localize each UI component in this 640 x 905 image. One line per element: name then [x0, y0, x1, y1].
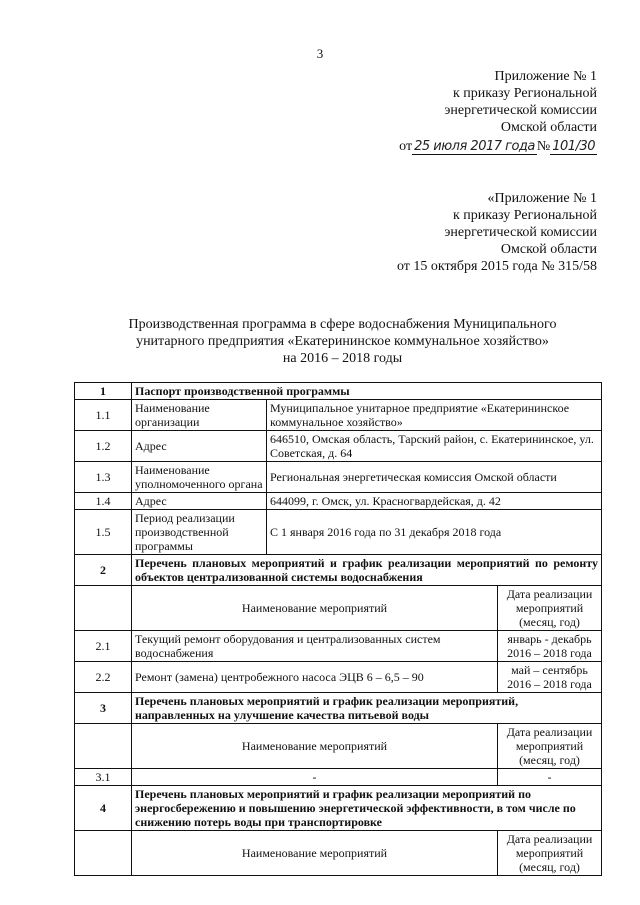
table-row — [75, 431, 602, 462]
table-row — [75, 631, 602, 662]
appendix-line: к приказу Региональной — [452, 86, 597, 101]
row-number: 1.1 — [75, 400, 132, 431]
title-line: унитарного предприятия «Екатерининское коммунальное хозяйство» — [136, 334, 549, 349]
row-label: Наименование организации — [132, 400, 267, 431]
table-row — [75, 510, 602, 555]
row-number: 1.5 — [75, 510, 132, 555]
row-number: 1.2 — [75, 431, 132, 462]
table-row — [75, 662, 602, 693]
table-row — [75, 400, 602, 431]
event-name: Текущий ремонт оборудования и централизованных систем водоснабжения — [132, 631, 498, 662]
document-title — [0, 316, 640, 367]
event-name: - — [132, 769, 498, 786]
appendix-block-old — [397, 190, 597, 275]
table-row — [75, 769, 602, 786]
program-table — [74, 382, 602, 876]
section-title: Паспорт производственной программы — [132, 383, 602, 400]
table-header-row — [75, 724, 602, 769]
table-row — [75, 462, 602, 493]
handwritten-date: 25 июля 2017 года — [414, 139, 535, 154]
section-number: 4 — [75, 786, 132, 831]
date-prefix: от — [399, 139, 413, 154]
row-number: 2.1 — [75, 631, 132, 662]
handwritten-number: 101/30 — [552, 139, 595, 154]
column-header-name: Наименование мероприятий — [132, 724, 498, 769]
row-label: Адрес — [132, 431, 267, 462]
row-number: 3.1 — [75, 769, 132, 786]
appendix-line: к приказу Региональной — [452, 208, 597, 223]
section-number: 1 — [75, 383, 132, 400]
column-header-name: Наименование мероприятий — [132, 586, 498, 631]
column-header-date: Дата реализации мероприятий (месяц, год) — [498, 831, 602, 876]
empty-cell — [75, 586, 132, 631]
column-header-name: Наименование мероприятий — [132, 831, 498, 876]
section-title: Перечень плановых мероприятий и график реализации мероприятий по энергосбережению и повышению энергетической эффективности, в том числе по снижению потерь воды при транспортировке — [132, 786, 602, 831]
empty-cell — [75, 724, 132, 769]
title-line: на 2016 – 2018 годы — [282, 351, 403, 366]
row-value: Муниципальное унитарное предприятие «Екатерининское коммунальное хозяйство» — [267, 400, 602, 431]
event-date: - — [498, 769, 602, 786]
row-number: 1.3 — [75, 462, 132, 493]
title-line: Производственная программа в сфере водоснабжения Муниципального — [128, 317, 557, 332]
appendix-block-new — [399, 68, 597, 155]
row-label: Период реализации производственной программы — [132, 510, 267, 555]
event-name: Ремонт (замена) центробежного насоса ЭЦВ 6 – 6,5 – 90 — [132, 662, 498, 693]
row-value: С 1 января 2016 года по 31 декабря 2018 года — [267, 510, 602, 555]
section-number: 2 — [75, 555, 132, 586]
table-header-row — [75, 831, 602, 876]
row-value: Региональная энергетическая комиссия Омской области — [267, 462, 602, 493]
order-date-line — [399, 138, 597, 155]
section-title: Перечень плановых мероприятий и график реализации мероприятий по ремонту объектов централизованной системы водоснабжения — [132, 555, 602, 586]
row-value: 644099, г. Омск, ул. Красногвардейская, д. 42 — [267, 493, 602, 510]
event-date: май – сентябрь 2016 – 2018 года — [498, 662, 602, 693]
row-label: Адрес — [132, 493, 267, 510]
section-row — [75, 555, 602, 586]
section-row — [75, 786, 602, 831]
appendix-line: Омской области — [500, 120, 597, 135]
section-number: 3 — [75, 693, 132, 724]
event-date: январь - декабрь 2016 – 2018 года — [498, 631, 602, 662]
appendix-line: Приложение № 1 — [494, 69, 597, 84]
table-row — [75, 493, 602, 510]
column-header-date: Дата реализации мероприятий (месяц, год) — [498, 724, 602, 769]
appendix-line: энергетической комиссии — [444, 225, 597, 240]
row-value: 646510, Омская область, Тарский район, с. Екатерининское, ул. Советская, д. 64 — [267, 431, 602, 462]
appendix-line: от 15 октября 2015 года № 315/58 — [396, 259, 597, 274]
appendix-line: энергетической комиссии — [444, 103, 597, 118]
number-label: № — [536, 139, 551, 154]
table-header-row — [75, 586, 602, 631]
row-label: Наименование уполномоченного органа — [132, 462, 267, 493]
row-number: 2.2 — [75, 662, 132, 693]
appendix-line: «Приложение № 1 — [487, 191, 597, 206]
section-row — [75, 383, 602, 400]
appendix-line: Омской области — [500, 242, 597, 257]
empty-cell — [75, 831, 132, 876]
page-number: 3 — [316, 46, 324, 61]
section-title: Перечень плановых мероприятий и график реализации мероприятий, направленных на улучшение качества питьевой воды — [132, 693, 602, 724]
section-row — [75, 693, 602, 724]
row-number: 1.4 — [75, 493, 132, 510]
column-header-date: Дата реализации мероприятий (месяц, год) — [498, 586, 602, 631]
